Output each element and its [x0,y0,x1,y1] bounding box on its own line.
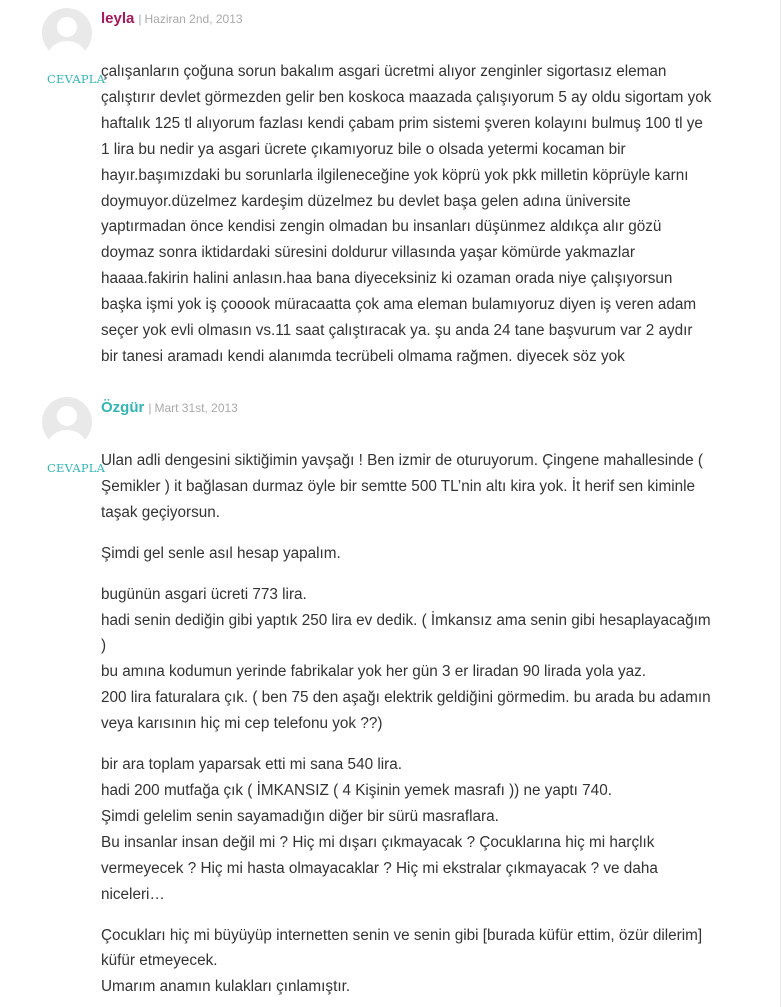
comment-line: bir tanesi aramadı kendi alanımda tecrübeli olmama rağmen. diyecek söz yok [101,347,625,365]
comment-line: Şimdi gel senle asıl hesap yapalım. [101,544,341,562]
paragraph-gap [101,908,751,923]
comment-line: çalıştırır devlet görmezden gelir ben koskoca maazada çalışıyorum 5 ay oldu sigortam yok [101,88,712,106]
comment-line: Şimdi gelelim senin sayamadığın diğer bir sürü masraflara. [101,807,499,825]
reply-button[interactable]: CEVAPLA [47,72,106,86]
comment-line: Bu insanlar insan değil mi ? Hiç mi dışarı çıkmayacak ? Çocuklarına hiç mi harçlık [101,833,655,851]
comment-line: seçer yok evli olmasın vs.11 saat çalıştıracak ya. şu anda 24 tane başvurum var 2 aydır [101,322,693,340]
comment-line: taşak geçiyorsun. [101,503,221,521]
content-right-border [780,0,781,1007]
meta-separator: | [138,12,142,26]
comment-meta [101,399,238,417]
default-avatar-icon [42,8,92,58]
comment-line: hadi 200 mutfağa çık ( İMKANSIZ ( 4 Kişinin yemek masrafı )) ne yaptı 740. [101,781,612,799]
comment-line: 1 lira bu nedir ya asgari ücrete çıkamıyoruz bile o olsada yetermi kocaman bir [101,140,626,158]
comment-date[interactable]: Mart 31st, 2013 [154,401,238,415]
paragraph-gap [101,526,751,541]
avatar[interactable] [42,397,92,447]
comment-body [101,448,751,1000]
comment-line: hadi senin dediğin gibi yaptık 250 lira ev dedik. ( İmkansız ama senin gibi hesaplayacağım [101,611,711,629]
comment-line: yaptırmadan önce kendisi zengin olmadan bu insanları düşünmez aldıkça alır gözü [101,218,662,236]
comment-line: haaaa.fakirin halini anlasın.haa bana diyeceksiniz ki ozaman orada niye çalışıyorsun [101,270,673,288]
comment-line: Ulan adli dengesini siktiğimin yavşağı ! Ben izmir de oturuyorum. Çingene mahallesinde ( [101,452,703,469]
comment-line: Şemikler ) it bağlasan durmaz öyle bir semtte 500 TL’nin altı kira yok. İt herif sen kiminle [101,477,696,495]
comment-line: veya karısının hiç mi cep telefonu yok ??) [101,715,383,733]
avatar[interactable] [42,8,92,58]
comment-line: hayır.başımızdaki bu sorunlarla ilgileneceğine yok köprü yok pkk milletin köprüyle karnı [101,166,689,184]
comment-line: niceleri… [101,885,165,903]
comment-line: haftalık 125 tl alıyorum fazlası kendi çabam prim sistemi şveren kolayını bulmuş 100 tl ye [101,114,703,132]
comment-line: Umarım anamın kulakları çınlamıştır. [101,978,351,996]
comment-line: vermeyecek ? Hiç mi hasta olmayacaklar ? Hiç mi ekstralar çıkmayacak ? ve daha [101,859,658,877]
comment-line: çalışanların çoğuna sorun bakalım asgari ücretmi alıyor zenginler sigortasız eleman [101,63,667,80]
comment-author[interactable]: leyla [101,10,135,27]
comment-line: küfür etmeyecek. [101,952,218,970]
default-avatar-icon [42,397,92,447]
reply-button[interactable]: CEVAPLA [47,461,106,475]
comment-date[interactable]: Haziran 2nd, 2013 [144,12,243,26]
paragraph-gap [101,567,751,582]
comment-body [101,59,751,370]
comment-line: başka işmi yok iş çooook müracaatta çok ama eleman bulamıyoruz diyen iş veren adam [101,296,697,314]
paragraph-gap [101,737,751,752]
comment-meta [101,10,243,28]
comment-author[interactable]: Özgür [101,399,145,416]
meta-separator: | [148,401,152,415]
comment-line: 200 lira faturalara çık. ( ben 75 den aşağı elektrik geldiğini görmedim. bu arada bu adamın [101,689,711,707]
comment-line: doymuyor.düzelmez kardeşim düzelmez bu devlet başa gelen adına üniversite [101,192,631,210]
comment-line: Çocukları hiç mi büyüyüp internetten senin ve senin gibi [burada küfür ettim, özür dilerim] [101,926,703,944]
comment-line: bugünün asgari ücreti 773 lira. [101,585,307,603]
comment-line: doymaz sonra iktidardaki süresini doldurur villasında yaşar kömürde yakmazlar [101,244,635,262]
comment-line: bir ara toplam yaparsak etti mi sana 540 lira. [101,756,402,774]
comment-line: bu amına kodumun yerinde fabrikalar yok her gün 3 er liradan 90 lirada yola yaz. [101,663,647,681]
comment-line: ) [101,637,107,655]
